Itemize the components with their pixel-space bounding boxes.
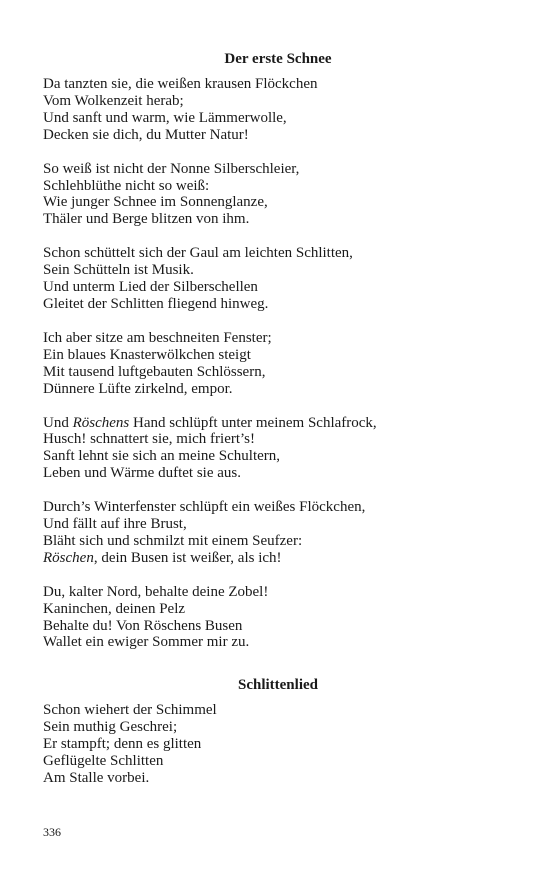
page-number: 336 — [43, 825, 61, 839]
stanza — [43, 415, 513, 483]
stanza — [43, 76, 513, 144]
verse-line: Am Stalle vorbei. — [43, 770, 150, 786]
stanza — [43, 161, 513, 229]
verse-line: Dünnere Lüfte zirkelnd, empor. — [43, 380, 233, 397]
verse-line: So weiß ist nicht der Nonne Silberschleier, — [43, 160, 300, 177]
stanza — [43, 702, 513, 787]
verse-line: Thäler und Berge blitzen von ihm. — [43, 211, 250, 228]
stanza — [43, 330, 513, 398]
verse-line: Sein Schütteln ist Musik. — [43, 262, 194, 279]
verse-line: Er stampft; denn es glitten — [43, 736, 202, 753]
verse-text: Und — [43, 414, 73, 431]
verse-line: Decken sie dich, du Mutter Natur! — [43, 126, 249, 143]
page-body — [43, 49, 513, 804]
verse-line: Ein blaues Knasterwölkchen steigt — [43, 346, 251, 363]
verse-line: Wie junger Schnee im Sonnenglanze, — [43, 194, 268, 211]
verse-text: Hand schlüpft unter meinem Schlafrock, — [129, 414, 377, 431]
poem — [43, 49, 513, 651]
verse-line: Leben und Wärme duftet sie aus. — [43, 465, 241, 482]
verse-line: Schon wiehert der Schimmel — [43, 702, 217, 719]
verse-line: Du, kalter Nord, behalte deine Zobel! — [43, 583, 269, 600]
verse-line: Vom Wolkenzeit herab; — [43, 92, 184, 109]
verse-line: Schlehblüthe nicht so weiß: — [43, 177, 210, 194]
verse-line: Gleitet der Schlitten fliegend hinweg. — [43, 295, 269, 312]
verse-line: Ich aber sitze am beschneiten Fenster; — [43, 329, 272, 346]
verse-line: Behalte du! Von Röschens Busen — [43, 617, 243, 634]
verse-line: Schon schüttelt sich der Gaul am leichten Schlitten, — [43, 245, 353, 262]
verse-line: Sein muthig Geschrei; — [43, 719, 178, 736]
verse-line: Und sanft und warm, wie Lämmerwolle, — [43, 109, 287, 126]
poems-container — [43, 49, 513, 787]
verse-line: Sanft lehnt sie sich an meine Schultern, — [43, 448, 281, 465]
verse-line: Bläht sich und schmilzt mit einem Seufzer: — [43, 532, 303, 549]
stanza — [43, 245, 513, 313]
verse-emphasis: Röschen — [43, 549, 94, 566]
verse-line: Kaninchen, deinen Pelz — [43, 600, 186, 617]
poem-title: Schlittenlied — [237, 677, 318, 694]
poem-title: Der erste Schnee — [224, 51, 332, 67]
verse-line: Wallet ein ewiger Sommer mir zu. — [43, 634, 250, 651]
verse-line: Husch! schnattert sie, mich friert’s! — [43, 431, 256, 448]
verse-line: Geflügelte Schlitten — [43, 753, 164, 770]
verse-line — [43, 550, 513, 567]
verse-line: Und unterm Lied der Silberschellen — [43, 279, 258, 296]
verse-line: Durch’s Winterfenster schlüpft ein weißes Flöckchen, — [43, 499, 366, 516]
stanza — [43, 584, 513, 652]
verse-text: , dein Busen ist weißer, als ich! — [93, 549, 282, 566]
poem — [43, 675, 513, 787]
stanza — [43, 499, 513, 567]
verse-line — [43, 415, 513, 432]
verse-line: Da tanzten sie, die weißen krausen Flöckchen — [43, 76, 318, 92]
verse-emphasis: Röschens — [72, 414, 130, 431]
verse-line: Und fällt auf ihre Brust, — [43, 516, 187, 533]
verse-line: Mit tausend luftgebauten Schlössern, — [43, 363, 266, 380]
